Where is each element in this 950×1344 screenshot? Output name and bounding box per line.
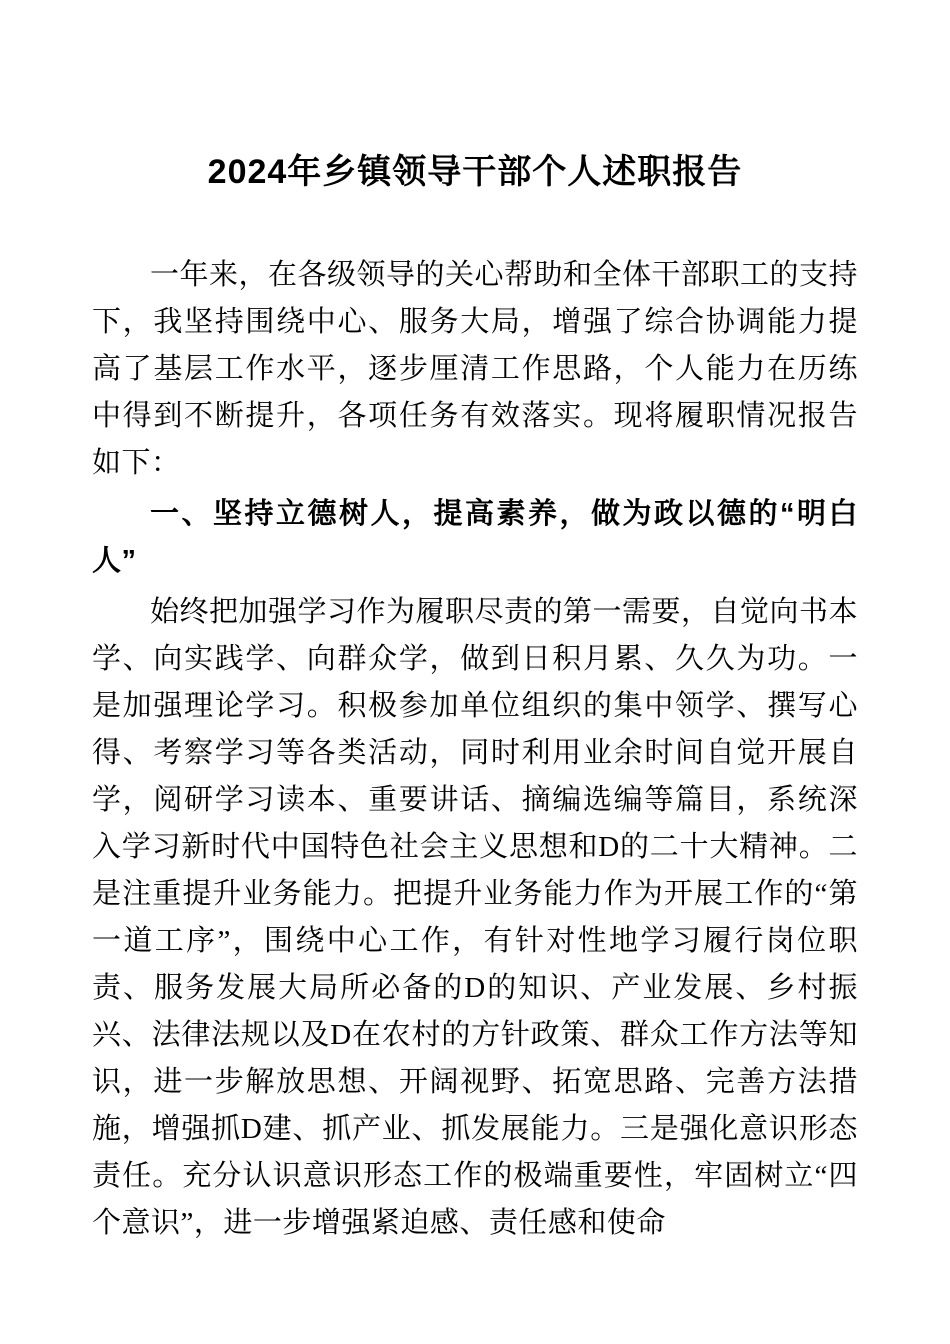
section-heading-one: 一、坚持立德树人，提高素养，做为政以德的“明白人” xyxy=(92,498,858,577)
page-title: 2024年乡镇领导干部个人述职报告 xyxy=(207,153,743,191)
paragraph-section-one-body: 始终把加强学习作为履职尽责的第一需要，自觉向书本学、向实践学、向群众学，做到日积月累、久久为功。一是加强理论学习。积极参加单位组织的集中领学、撰写心得、考察学习等各类活动，同时利用业余时间自觉开展自学，阅研学习读本、重要讲话、摘编选编等篇目，系统深入学习新时代中国特色社会主义思想和D的二十大精神。二是注重提升业务能力。把提升业务能力作为开展工作的“第一道工序”，围绕中心工作，有针对性地学习履行岗位职责、服务发展大局所必备的D的知识、产业发展、乡村振兴、法律法规以及D在农村的方针政策、群众工作方法等知识，进一步解放思想、开阔视野、拓宽思路、完善方法措施，增强抓D建、抓产业、抓发展能力。三是强化意识形态责任。充分认识意识形态工作的极端重要性，牢固树立“四个意识”，进一步增强紧迫感、责任感和使命 xyxy=(92,595,859,1239)
paragraph-intro: 一年来，在各级领导的关心帮助和全体干部职工的支持下，我坚持围绕中心、服务大局，增强了综合协调能力提高了基层工作水平，逐步厘清工作思路，个人能力在历练中得到不断提升，各项任务有效落实。现将履职情况报告如下： xyxy=(92,259,859,480)
